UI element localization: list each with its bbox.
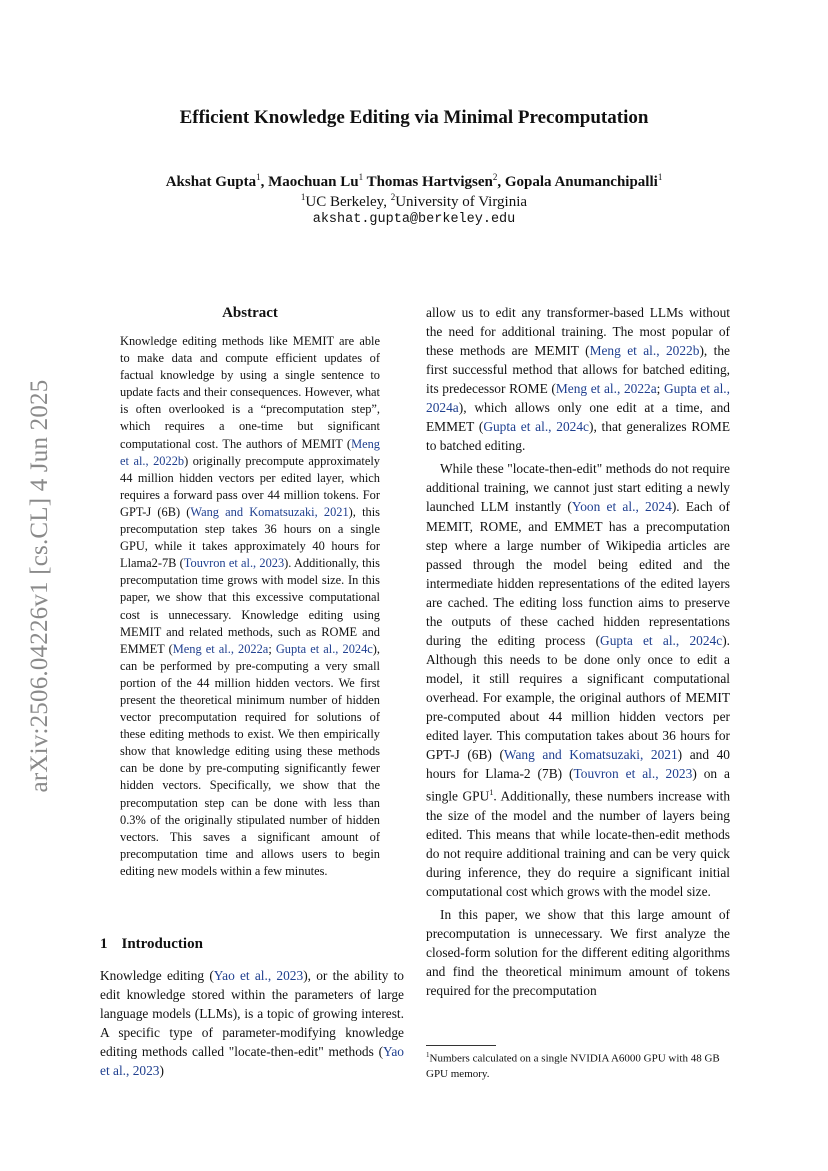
footnote-reference[interactable]: 1	[489, 788, 494, 798]
citation-link[interactable]: Gupta et al., 2024c	[600, 632, 723, 648]
citation-link[interactable]: Gupta et al., 2024c	[275, 641, 373, 656]
section-number: 1	[100, 936, 108, 952]
citation-link[interactable]: Meng et al., 2022a	[172, 641, 269, 656]
citation-link[interactable]: Gupta et al., 2024a	[426, 381, 730, 416]
paragraph	[426, 459, 730, 901]
author-name: Akshat Gupta	[165, 174, 257, 190]
author-email: akshat.gupta@berkeley.edu	[312, 212, 516, 227]
citation-link[interactable]: Meng et al., 2022b	[589, 343, 700, 359]
text-run: Knowledge editing methods like MEMIT are able to make data and compute efficient updates of factual knowledge by using a single sentence to update facts and their consequences. However, what is often overlooked is a “precomputation step”, which requires a one-time but significant computational cost. The authors of MEMIT (	[120, 334, 380, 451]
author-name: Gopala Anumanchipalli	[504, 174, 658, 190]
citation-link[interactable]: Yao et al., 2023	[213, 968, 304, 983]
affiliation-mark: 1	[300, 192, 306, 202]
author-list: Akshat Gupta$^1$, Maochuan Lu$^1$ Thomas Hartvigsen$^2$, Gopala Anumanchipalli$^1$	[165, 172, 663, 190]
author-affiliation-mark: 1	[657, 172, 663, 182]
text-run: . Additionally, these numbers increase with the size of the model and the number of layers being edited. This means that while locate-then-edit methods do not require additional training and can be very quick during inference, they do require a significant initial computational cost which grows with the model size.	[426, 788, 731, 899]
text-run: ). Each of MEMIT, ROME, and EMMET has a precomputation step where a large number of Wikipedia articles are passed through the model being edited and the intermediate hidden representations of the edited layers are cached. The editing loss function aims to preserve the outputs of these cached hidden representations during the editing process (	[426, 499, 731, 648]
citation-link[interactable]: Touvron et al., 2023	[573, 766, 693, 782]
affiliation-name: UC Berkeley	[305, 194, 384, 210]
text-run: ), the first successful method that allows for batched editing, its predecessor ROME (	[426, 343, 730, 397]
author-name: Thomas Hartvigsen	[366, 174, 493, 190]
paragraph	[426, 905, 730, 1000]
text-run: ;	[656, 381, 665, 397]
text-run: )	[159, 1063, 164, 1078]
footnote-divider	[426, 1045, 496, 1046]
text-run: ), can be performed by pre-computing a very small portion of the 44 million hidden vectors. We first present the theoretical minimum number of hidden vector precomputation required for solutions of these editing methods to exist. We then empirically show that knowledge editing using these methods can be done by pre-computing significantly fewer hidden vectors. Specifically, we show that the precomputation step can be done with less than 0.3% of the originally stipulated number of hidden vectors. This saves a significant amount of precomputation time and allows users to begin editing new models within a few minutes.	[120, 641, 381, 878]
citation-link[interactable]: Meng et al., 2022b	[120, 436, 380, 468]
citation-link[interactable]: Meng et al., 2022a	[555, 381, 657, 397]
citation-link[interactable]: Wang and Komatsuzaki, 2021	[190, 504, 349, 519]
citation-link[interactable]: Gupta et al., 2024c	[483, 419, 589, 435]
text-run: ) and 40 hours for Llama-2 (7B) (	[426, 747, 730, 782]
text-run: ), or the ability to edit knowledge stored within the parameters of large language models (LLMs), is a topic of growing interest. A specific type of parameter-modifying knowledge editing methods called "locate-then-edit" methods (	[100, 968, 404, 1059]
text-run: In this paper, we show that this large amount of precomputation is unnecessary. We first analyze the closed-form solution for the different editing algorithms and find the theoretical minimum amount of tokens required for the precomputation	[426, 906, 730, 999]
footnote-mark: 1	[426, 1051, 430, 1059]
affiliations: $^1$UC Berkeley, $^2$University of Virginia	[300, 192, 528, 210]
section-heading-introduction	[100, 936, 404, 953]
footnote-text: Numbers calculated on a single NVIDIA A6000 GPU with 48 GB GPU memory.	[426, 1052, 720, 1080]
paragraph	[426, 303, 730, 455]
text-run: allow us to edit any transformer-based LLMs without the need for additional training. The most popular of these methods are MEMIT (	[426, 305, 730, 359]
author-affiliation-mark: 1	[256, 172, 261, 182]
right-column-text	[426, 303, 730, 1000]
text-run: ). Although this needs to be done only once to edit a model, it still requires a significant computational overhead. For example, the original authors of MEMIT pre-computed about 44 million hidden vectors per edited layer. This computation takes about 36 hours for GPT-J (6B) (	[426, 632, 730, 763]
author-affiliation-mark: 2	[492, 172, 498, 182]
text-run: ) originally precompute approximately 44 million hidden vectors per edited layer, which requires a forward pass over 44 million tokens. For GPT-J (6B) (	[120, 453, 380, 519]
footnote	[426, 1048, 730, 1082]
arxiv-identifier-text: arXiv:2506.04226v1 [cs.CL] 4 Jun 2025	[26, 379, 53, 793]
paper-title: Efficient Knowledge Editing via Minimal Precomputation	[179, 107, 649, 128]
text-run: ), which allows only one edit at a time, and EMMET (	[426, 400, 730, 435]
citation-link[interactable]: Yoon et al., 2024	[571, 499, 672, 515]
abstract-heading: Abstract	[222, 305, 278, 321]
affiliation-name: University of Virginia	[395, 194, 528, 210]
abstract-body	[120, 333, 380, 880]
citation-link[interactable]: Touvron et al., 2023	[183, 556, 285, 571]
arxiv-identifier-stamp	[22, 352, 58, 820]
affiliation-mark: 2	[390, 192, 396, 202]
text-run: While these "locate-then-edit" methods do not require additional training, we cannot just start editing a newly launched LLM instantly (	[426, 461, 730, 515]
text-run: ), that generalizes ROME to batched editing.	[426, 419, 731, 454]
text-run: ;	[268, 641, 276, 656]
introduction-left-column	[100, 966, 404, 1080]
text-run: ) on a single GPU	[426, 766, 730, 804]
text-run: Knowledge editing (	[100, 968, 214, 983]
citation-link[interactable]: Wang and Komatsuzaki, 2021	[503, 747, 678, 763]
citation-link[interactable]: Yao et al., 2023	[100, 1044, 404, 1078]
text-run: ), this precomputation step takes 36 hours on a single GPU, while it takes approximately 40 hours for Llama2-7B (	[120, 504, 380, 571]
text-run: ). Additionally, this precomputation time grows with model size. In this paper, we show that this excessive computational cost is unnecessary. Knowledge editing using MEMIT and related methods, such as ROME and EMMET (	[120, 556, 380, 656]
author-affiliation-mark: 1	[358, 172, 364, 182]
author-name: Maochuan Lu	[268, 174, 359, 190]
section-title: Introduction	[121, 936, 203, 952]
